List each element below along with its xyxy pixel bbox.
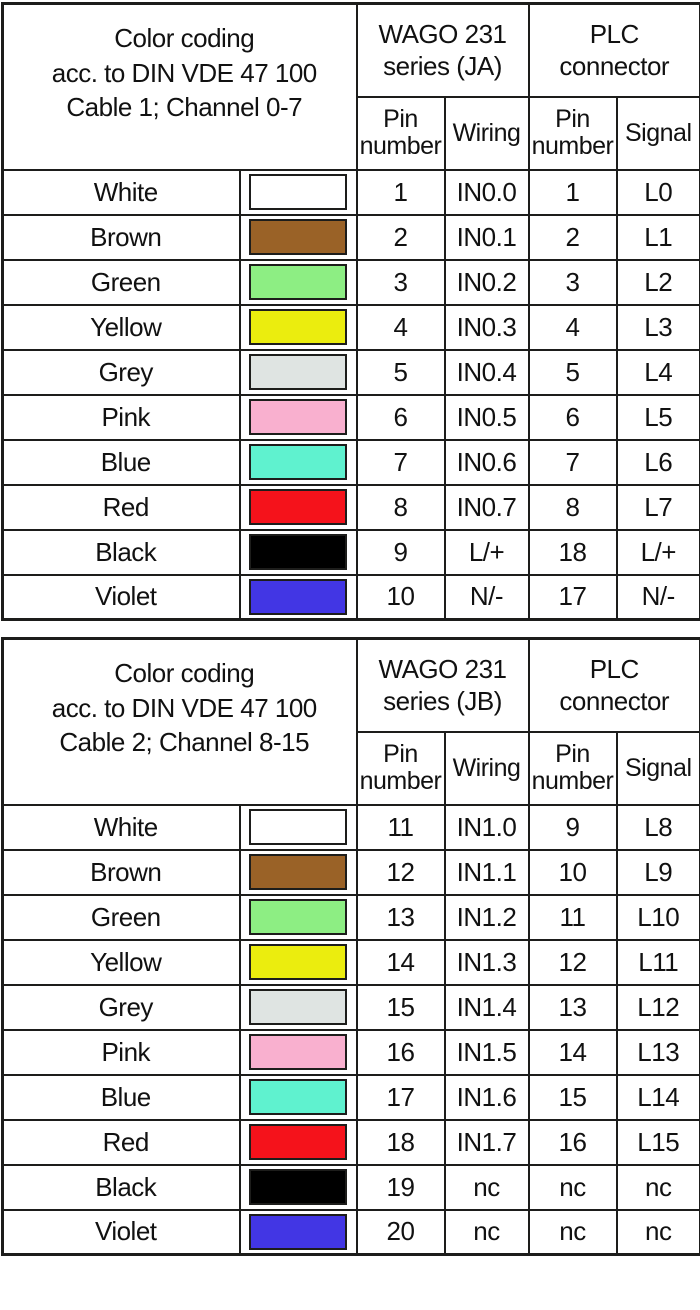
table-row-grey [3, 350, 700, 395]
color-name: Blue [3, 440, 240, 485]
color-swatch-cell [240, 940, 357, 985]
col-header-signal: Signal [617, 97, 700, 170]
plc-pin-number: 8 [529, 485, 617, 530]
color-swatch-cell [240, 1075, 357, 1120]
wago-group-header [357, 639, 529, 732]
color-name: Grey [3, 350, 240, 395]
color-swatch [249, 1034, 347, 1070]
wago-pin-number: 12 [357, 850, 445, 895]
wiring-value: IN0.7 [445, 485, 529, 530]
color-swatch-cell [240, 895, 357, 940]
wago-pin-number: 9 [357, 530, 445, 575]
color-swatch [249, 809, 347, 845]
signal-value: L5 [617, 395, 700, 440]
plc-pin-number: 1 [529, 170, 617, 215]
wiring-value: N/- [445, 575, 529, 620]
wiring-value: IN0.3 [445, 305, 529, 350]
color-swatch [249, 579, 347, 615]
color-swatch [249, 944, 347, 980]
title-line-3: Cable 2; Channel 8-15 [59, 726, 310, 757]
wago-pin-number: 16 [357, 1030, 445, 1075]
table-title [3, 4, 357, 170]
color-swatch [249, 534, 347, 570]
signal-value: L14 [617, 1075, 700, 1120]
wiring-value: IN1.3 [445, 940, 529, 985]
color-name: Brown [3, 215, 240, 260]
color-name: Yellow [3, 305, 240, 350]
color-swatch-cell [240, 1030, 357, 1075]
color-name: Pink [3, 1030, 240, 1075]
wiring-value: IN0.6 [445, 440, 529, 485]
table-row-yellow [3, 940, 700, 985]
plc-pin-number: 11 [529, 895, 617, 940]
color-swatch [249, 1214, 347, 1250]
plc-pin-number: 13 [529, 985, 617, 1030]
color-name: Blue [3, 1075, 240, 1120]
plc-pin-number: 6 [529, 395, 617, 440]
title-line-2: acc. to DIN VDE 47 100 [51, 57, 317, 88]
header-row [3, 639, 700, 732]
color-name: Red [3, 485, 240, 530]
col-header-plc-pin-number: Pin number [529, 732, 617, 805]
wiring-value: IN0.1 [445, 215, 529, 260]
wiring-value: IN1.1 [445, 850, 529, 895]
wago-pin-number: 15 [357, 985, 445, 1030]
signal-value: nc [617, 1165, 700, 1210]
plc-pin-number: 4 [529, 305, 617, 350]
signal-value: N/- [617, 575, 700, 620]
color-swatch [249, 1124, 347, 1160]
table-gap [1, 621, 699, 637]
color-swatch-cell [240, 215, 357, 260]
color-name: Black [3, 530, 240, 575]
wago-header-line-1: WAGO 231 [378, 18, 507, 49]
wago-pin-number: 18 [357, 1120, 445, 1165]
plc-pin-number: 12 [529, 940, 617, 985]
wiring-value: IN0.5 [445, 395, 529, 440]
color-swatch [249, 354, 347, 390]
wago-header-line-2: series (JB) [383, 686, 502, 717]
color-swatch-cell [240, 1210, 357, 1255]
table-row-green [3, 260, 700, 305]
signal-value: nc [617, 1210, 700, 1255]
plc-pin-number: 7 [529, 440, 617, 485]
col-header-wago-pin-number: Pin number [357, 97, 445, 170]
plc-pin-number: 14 [529, 1030, 617, 1075]
wiring-value: L/+ [445, 530, 529, 575]
color-swatch-cell [240, 1165, 357, 1210]
wago-header-line-2: series (JA) [383, 51, 502, 82]
plc-pin-number: 15 [529, 1075, 617, 1120]
table-title [3, 639, 357, 805]
wago-pin-number: 4 [357, 305, 445, 350]
color-name: Black [3, 1165, 240, 1210]
wiring-value: nc [445, 1210, 529, 1255]
plc-header-line-1: PLC [589, 653, 639, 684]
table-row-white [3, 170, 700, 215]
wago-pin-number: 20 [357, 1210, 445, 1255]
color-swatch [249, 219, 347, 255]
signal-value: L9 [617, 850, 700, 895]
wiring-value: IN0.2 [445, 260, 529, 305]
wago-pin-number: 3 [357, 260, 445, 305]
table-row-black [3, 530, 700, 575]
col-header-signal: Signal [617, 732, 700, 805]
signal-value: L15 [617, 1120, 700, 1165]
color-name: Red [3, 1120, 240, 1165]
title-line-1: Color coding [114, 658, 255, 689]
table-row-violet [3, 575, 700, 620]
table-row-brown [3, 850, 700, 895]
plc-pin-number: 18 [529, 530, 617, 575]
color-swatch-cell [240, 1120, 357, 1165]
wago-pin-number: 8 [357, 485, 445, 530]
color-swatch-cell [240, 805, 357, 850]
plc-pin-number: 2 [529, 215, 617, 260]
signal-value: L3 [617, 305, 700, 350]
color-swatch-cell [240, 850, 357, 895]
color-swatch [249, 309, 347, 345]
color-name: White [3, 805, 240, 850]
color-name: Yellow [3, 940, 240, 985]
wago-pin-number: 17 [357, 1075, 445, 1120]
color-swatch [249, 444, 347, 480]
col-header-wago-pin-number: Pin number [357, 732, 445, 805]
table-row-brown [3, 215, 700, 260]
color-name: White [3, 170, 240, 215]
plc-header-line-1: PLC [589, 18, 639, 49]
color-name: Pink [3, 395, 240, 440]
header-row [3, 4, 700, 97]
wago-pin-number: 10 [357, 575, 445, 620]
wiring-value: IN1.7 [445, 1120, 529, 1165]
title-line-2: acc. to DIN VDE 47 100 [51, 692, 317, 723]
plc-pin-number: nc [529, 1210, 617, 1255]
color-name: Grey [3, 985, 240, 1030]
plc-pin-number: 9 [529, 805, 617, 850]
color-swatch [249, 1169, 347, 1205]
signal-value: L13 [617, 1030, 700, 1075]
plc-group-header [529, 4, 700, 97]
color-name: Violet [3, 1210, 240, 1255]
color-swatch [249, 489, 347, 525]
wago-pin-number: 1 [357, 170, 445, 215]
color-swatch-cell [240, 440, 357, 485]
cable1-table [1, 2, 700, 621]
color-swatch-cell [240, 575, 357, 620]
wago-pin-number: 14 [357, 940, 445, 985]
signal-value: L11 [617, 940, 700, 985]
table-row-red [3, 485, 700, 530]
table-row-pink [3, 1030, 700, 1075]
signal-value: L10 [617, 895, 700, 940]
signal-value: L1 [617, 215, 700, 260]
table-row-black [3, 1165, 700, 1210]
color-swatch-cell [240, 395, 357, 440]
plc-header-line-2: connector [559, 686, 670, 717]
color-swatch [249, 174, 347, 210]
wiring-value: IN0.4 [445, 350, 529, 395]
title-line-3: Cable 1; Channel 0-7 [66, 91, 303, 122]
table-row-red [3, 1120, 700, 1165]
signal-value: L6 [617, 440, 700, 485]
table-row-green [3, 895, 700, 940]
table-row-yellow [3, 305, 700, 350]
wiring-value: IN1.4 [445, 985, 529, 1030]
color-swatch-cell [240, 170, 357, 215]
color-name: Violet [3, 575, 240, 620]
wiring-value: IN0.0 [445, 170, 529, 215]
wago-header-line-1: WAGO 231 [378, 653, 507, 684]
plc-pin-number: 5 [529, 350, 617, 395]
title-line-1: Color coding [114, 23, 255, 54]
plc-pin-number: nc [529, 1165, 617, 1210]
color-swatch [249, 989, 347, 1025]
col-header-plc-pin-number: Pin number [529, 97, 617, 170]
color-swatch-cell [240, 985, 357, 1030]
color-swatch [249, 1079, 347, 1115]
signal-value: L0 [617, 170, 700, 215]
plc-pin-number: 16 [529, 1120, 617, 1165]
wago-pin-number: 2 [357, 215, 445, 260]
table-row-blue [3, 440, 700, 485]
color-swatch [249, 899, 347, 935]
signal-value: L8 [617, 805, 700, 850]
color-swatch-cell [240, 350, 357, 395]
wago-pin-number: 19 [357, 1165, 445, 1210]
plc-group-header [529, 639, 700, 732]
plc-pin-number: 3 [529, 260, 617, 305]
wago-pin-number: 13 [357, 895, 445, 940]
signal-value: L4 [617, 350, 700, 395]
plc-pin-number: 10 [529, 850, 617, 895]
color-swatch [249, 264, 347, 300]
wiring-value: IN1.6 [445, 1075, 529, 1120]
color-swatch-cell [240, 530, 357, 575]
wago-pin-number: 6 [357, 395, 445, 440]
plc-pin-number: 17 [529, 575, 617, 620]
signal-value: L2 [617, 260, 700, 305]
wiring-value: IN1.5 [445, 1030, 529, 1075]
table-row-blue [3, 1075, 700, 1120]
wiring-value: IN1.2 [445, 895, 529, 940]
color-swatch-cell [240, 260, 357, 305]
plc-header-line-2: connector [559, 51, 670, 82]
wago-pin-number: 11 [357, 805, 445, 850]
wiring-value: IN1.0 [445, 805, 529, 850]
color-swatch [249, 399, 347, 435]
wago-pin-number: 5 [357, 350, 445, 395]
color-swatch-cell [240, 485, 357, 530]
color-swatch [249, 854, 347, 890]
color-name: Green [3, 895, 240, 940]
color-swatch-cell [240, 305, 357, 350]
color-name: Brown [3, 850, 240, 895]
table-row-violet [3, 1210, 700, 1255]
signal-value: L7 [617, 485, 700, 530]
table-row-grey [3, 985, 700, 1030]
signal-value: L/+ [617, 530, 700, 575]
cable2-table [1, 637, 700, 1256]
wago-group-header [357, 4, 529, 97]
table-row-pink [3, 395, 700, 440]
col-header-wiring: Wiring [445, 97, 529, 170]
wiring-value: nc [445, 1165, 529, 1210]
table-row-white [3, 805, 700, 850]
signal-value: L12 [617, 985, 700, 1030]
color-name: Green [3, 260, 240, 305]
col-header-wiring: Wiring [445, 732, 529, 805]
wago-pin-number: 7 [357, 440, 445, 485]
